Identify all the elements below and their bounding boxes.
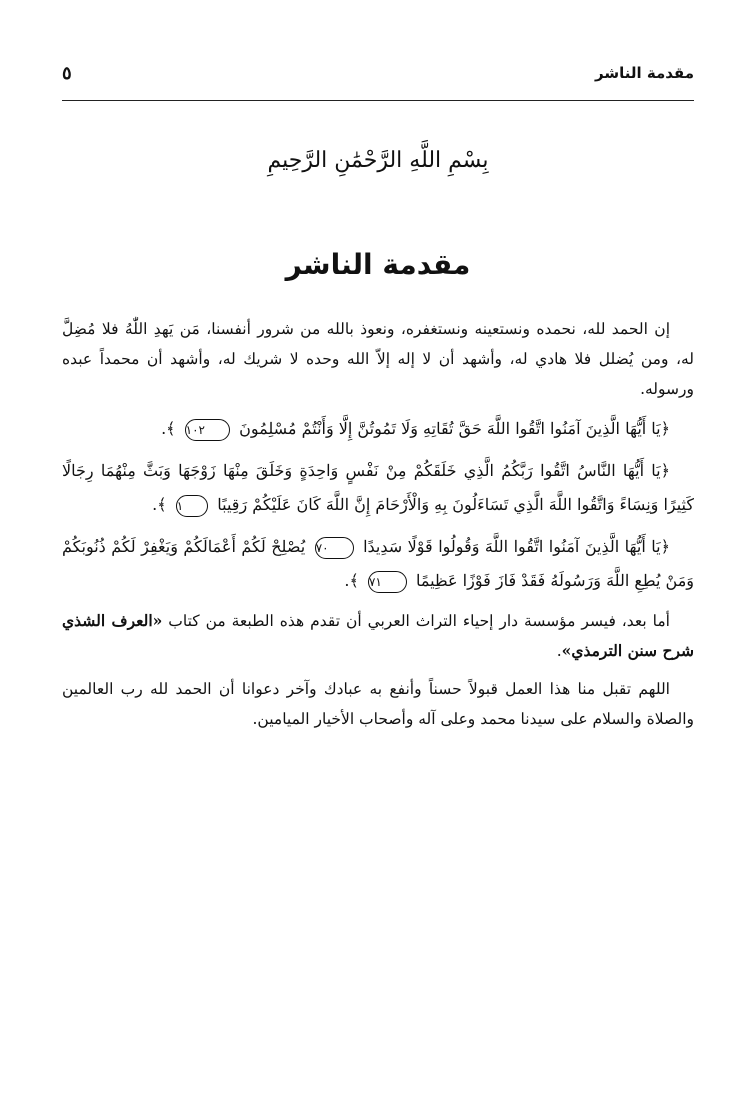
verse-number: ٧٠ bbox=[315, 537, 354, 559]
verse-2 bbox=[62, 454, 694, 522]
verse-close: ﴾. bbox=[152, 495, 167, 514]
verse-text: ﴿يَا أَيُّهَا النَّاسُ اتَّقُوا رَبَّكُمُ الَّذِي خَلَقَكُمْ مِنْ نَفْسٍ وَاحِدَةٍ وَخَلَقَ مِنْهَا زَوْجَهَا وَبَثَّ مِنْهُمَا رِجَالًا كَثِيرًا وَنِسَاءً وَاتَّقُوا اللَّهَ الَّذِي تَسَاءَلُونَ بِهِ وَالْأَرْحَامَ إِنَّ اللَّهَ كَانَ عَلَيْكُمْ رَقِيبًا bbox=[62, 461, 694, 514]
verse-number: ١٠٢ bbox=[185, 419, 230, 441]
publisher-note-text: أما بعد، فيسر مؤسسة دار إحياء التراث العربي أن تقدم هذه الطبعة من كتاب bbox=[168, 612, 670, 630]
verse-text: ﴿يَا أَيُّهَا الَّذِينَ آمَنُوا اتَّقُوا اللَّهَ وَقُولُوا قَوْلًا سَدِيدًا bbox=[363, 537, 670, 556]
publisher-note-end: . bbox=[556, 642, 562, 660]
basmala: بِسْمِ اللَّهِ الرَّحْمَٰنِ الرَّحِيمِ bbox=[267, 148, 489, 173]
verse-number: ٧١ bbox=[368, 571, 407, 593]
verse-3 bbox=[62, 530, 694, 598]
section-title: مقدمة الناشر bbox=[285, 248, 471, 281]
verse-number: ١ bbox=[176, 495, 208, 517]
body-text bbox=[62, 314, 694, 742]
running-title: مقدمة الناشر bbox=[595, 64, 694, 82]
verse-1 bbox=[62, 412, 694, 446]
verse-text: ﴿يَا أَيُّهَا الَّذِينَ آمَنُوا اتَّقُوا اللَّهَ حَقَّ تُقَاتِهِ وَلَا تَمُوتُنَّ إِلَّا وَأَنْتُمْ مُسْلِمُونَ bbox=[239, 419, 670, 438]
publisher-note bbox=[62, 606, 694, 666]
header-rule bbox=[62, 100, 694, 101]
verse-close: ﴾. bbox=[161, 419, 176, 438]
intro-paragraph: إن الحمد لله، نحمده ونستعينه ونستغفره، ونعوذ بالله من شرور أنفسنا، مَن يَهدِ اللّٰهُ فلا مُضِلَّ له، ومن يُضلل فلا هادي له، وأشهد أن لا إله إلاّ الله وحده لا شريك له، وأشهد أن محمداً عبده ورسوله. bbox=[62, 320, 694, 398]
running-header bbox=[62, 58, 694, 88]
page-number: ٥ bbox=[62, 62, 72, 84]
verse-text-continued: يُصْلِحْ لَكُمْ أَعْمَالَكُمْ وَيَغْفِرْ لَكُمْ ذُنُوبَكُمْ وَمَنْ يُطِعِ اللَّهَ وَرَسُولَهُ فَقَدْ فَازَ فَوْزًا عَظِيمًا bbox=[62, 537, 694, 590]
closing-prayer: اللهم تقبل منا هذا العمل قبولاً حسناً وأنفع به عبادك وآخر دعوانا أن الحمد لله رب العالمين والصلاة والسلام على سيدنا محمد وعلى آله وأصحاب الأخيار الميامين. bbox=[62, 680, 694, 728]
book-title: «العرف الشذي شرح سنن الترمذي» bbox=[62, 611, 694, 660]
verse-close: ﴾. bbox=[344, 571, 359, 590]
